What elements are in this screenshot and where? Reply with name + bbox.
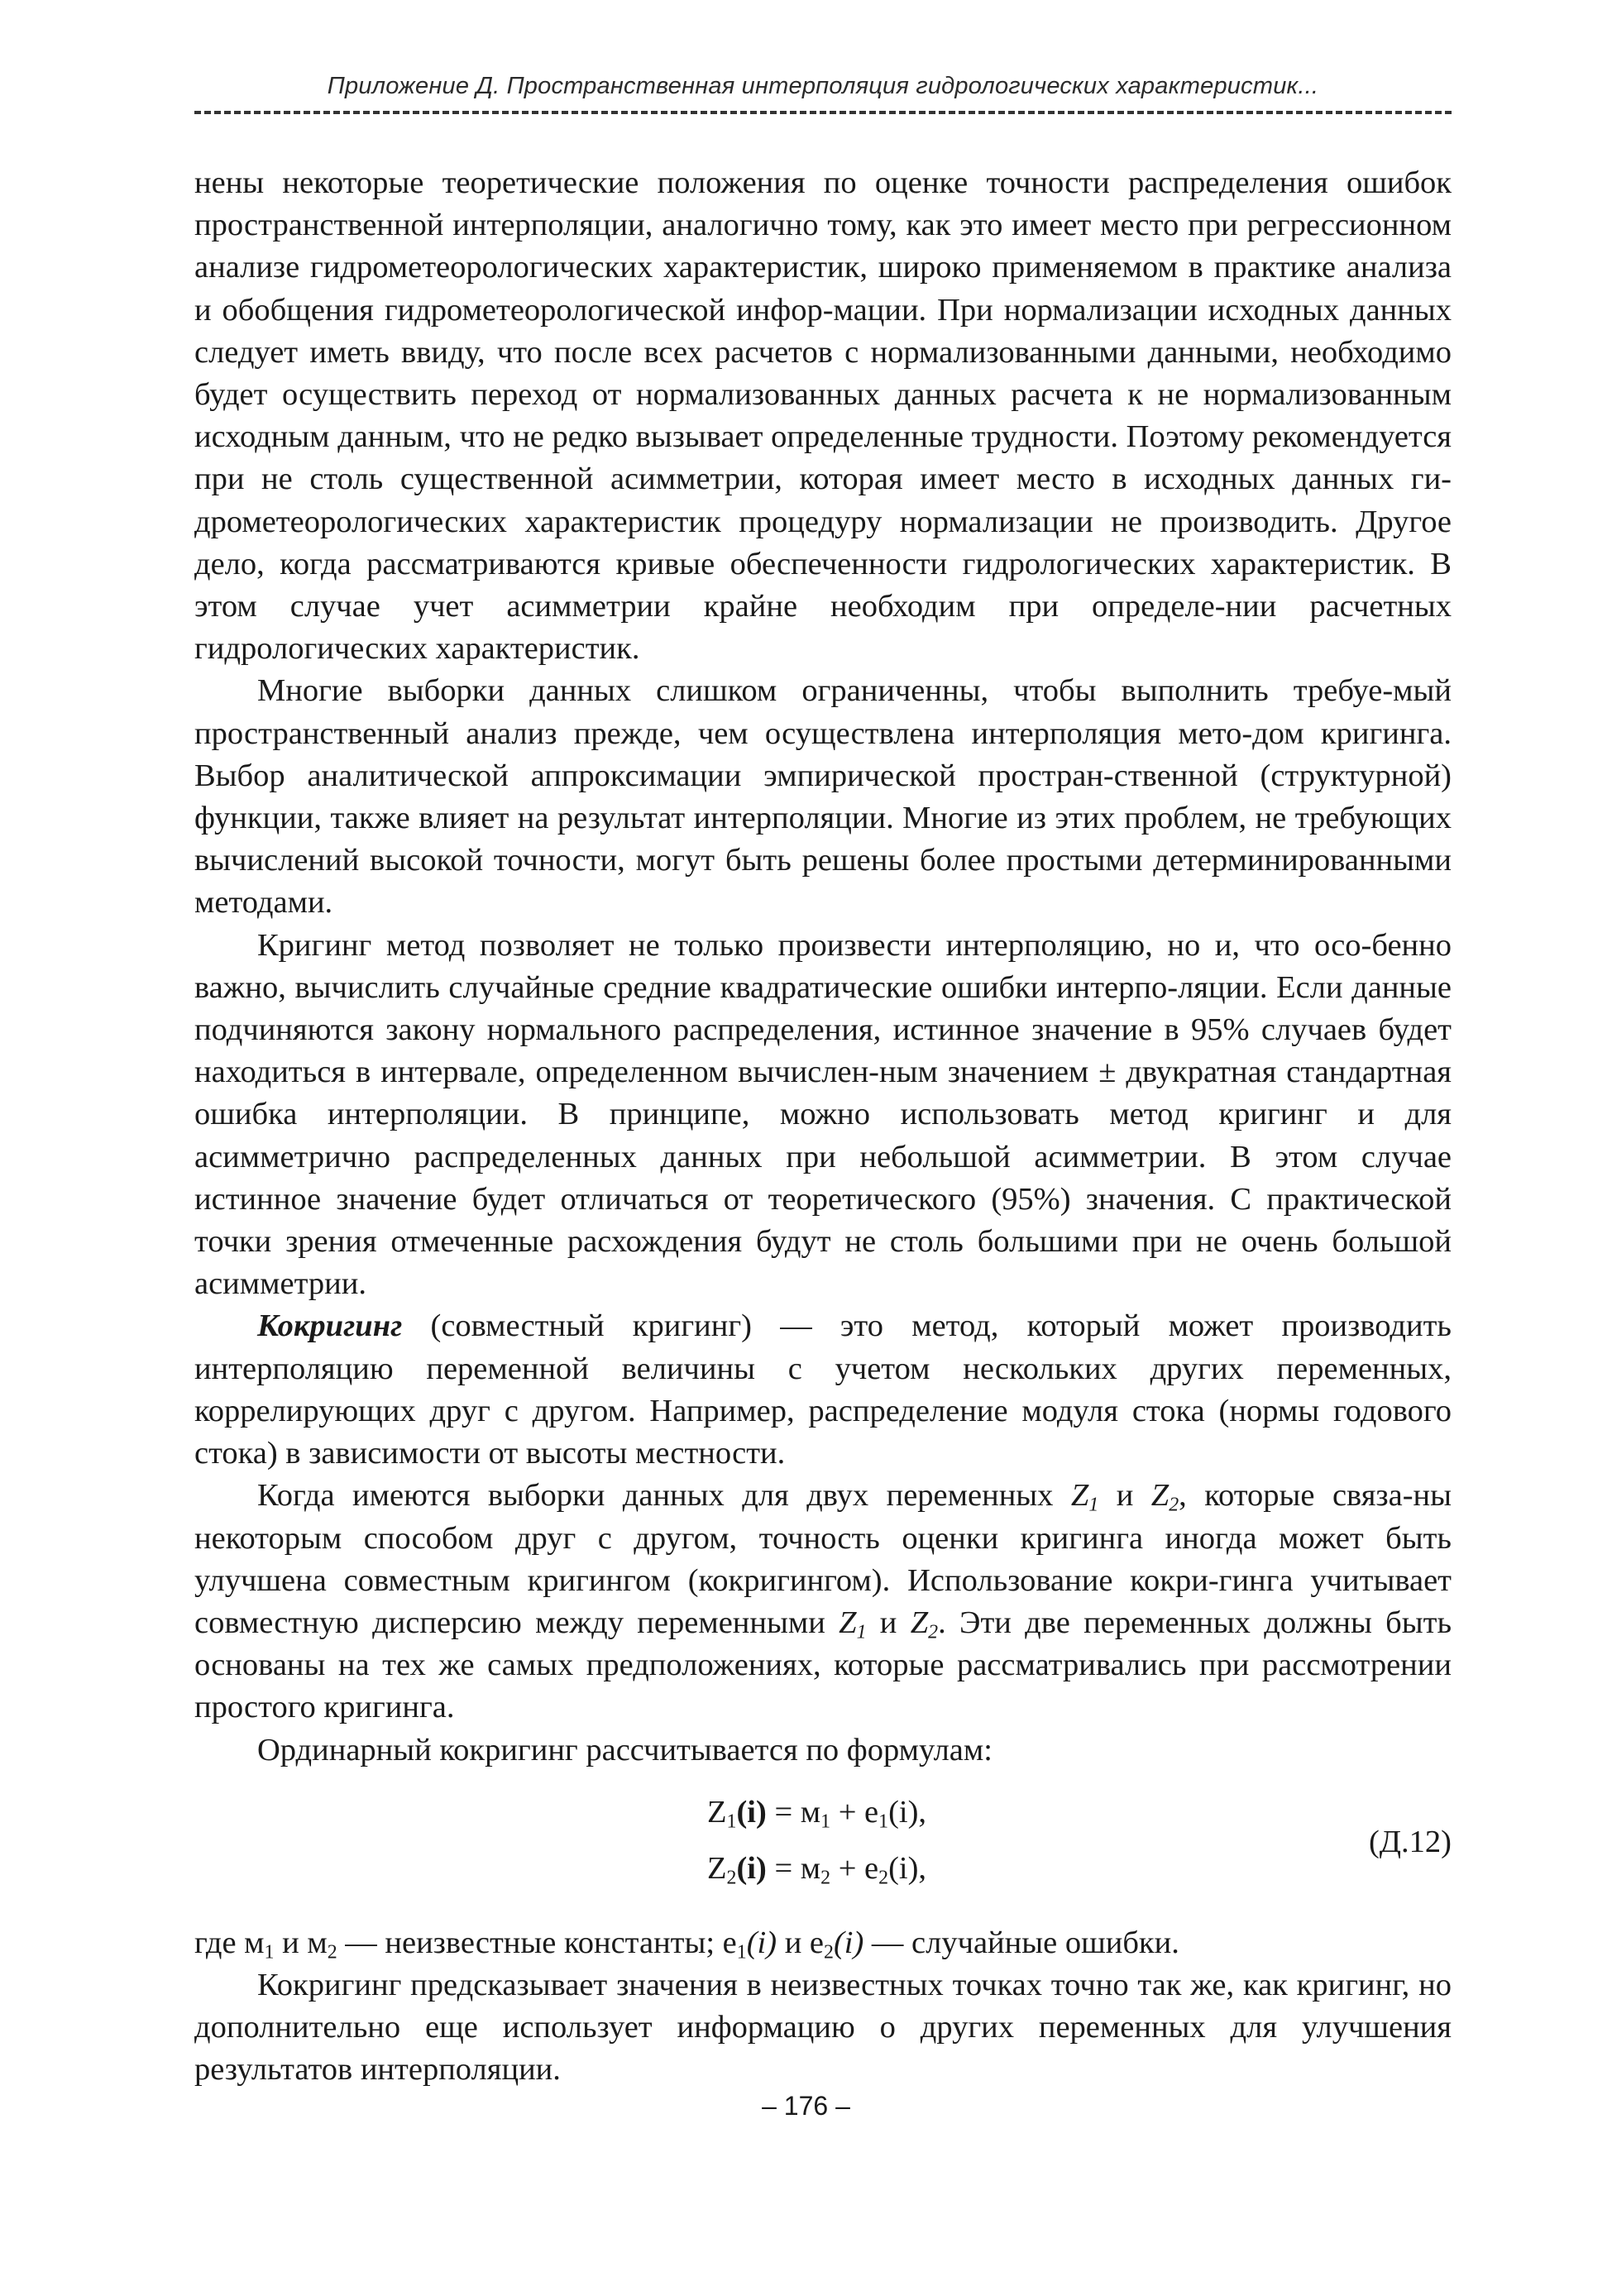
formula-line-2 bbox=[707, 1848, 926, 1890]
text-run: где м bbox=[194, 1925, 265, 1960]
subscript: 2 bbox=[928, 1621, 939, 1643]
page-number: – 176 – bbox=[762, 2091, 850, 2121]
subscript: 2 bbox=[726, 1867, 737, 1889]
formula-d12 bbox=[194, 1782, 1452, 1917]
text-run: — случайные ошибки. bbox=[863, 1925, 1179, 1960]
text-run: и bbox=[866, 1605, 911, 1640]
subscript: 1 bbox=[878, 1810, 889, 1833]
paragraph-5 bbox=[194, 1475, 1452, 1729]
formula-text: + e bbox=[830, 1794, 879, 1830]
variable-z1 bbox=[839, 1605, 867, 1643]
header-dashed-rule bbox=[194, 111, 1452, 114]
variable-z1 bbox=[1070, 1478, 1099, 1516]
subscript: 2 bbox=[824, 1941, 834, 1964]
subscript: 2 bbox=[820, 1867, 831, 1889]
formula-argument: (i) bbox=[736, 1850, 767, 1886]
text-run: — неизвестные константы; e bbox=[337, 1925, 737, 1960]
subscript: 2 bbox=[1169, 1494, 1179, 1516]
paragraph-1: нены некоторые теоретические положения по оценке точности распределения ошибок пространственной интерполяции, аналогично тому, как это имеет место при регрессионном анализе гидрометеорологических характеристик, широко применяемом в практике анализа и обобщения гидрометеорологической инфор-мации. При нормализации исходных данных следует иметь ввиду, что после всех расчетов с нормализованными данными, необходимо будет осуществить переход от нормализованных данных расчета к не нормализованным исходным данным, что не редко вызывает определенные трудности. Поэтому рекомендуется при не столь существенной асимметрии, которая имеет место в исходных данных ги-дрометеорологических характеристик процедуру нормализации не производить. Другое дело, когда рассматриваются кривые обеспеченности гидрологических характеристик. В этом случае учет асимметрии крайне необходим при определе-нии расчетных гидрологических характеристик. bbox=[194, 165, 1452, 667]
subscript: 1 bbox=[856, 1621, 867, 1643]
subscript: 2 bbox=[327, 1941, 337, 1964]
formula-text: = м bbox=[766, 1850, 821, 1886]
formula-argument: (i) bbox=[746, 1925, 777, 1960]
text-run: и bbox=[1098, 1478, 1151, 1514]
paragraph-7 bbox=[194, 1922, 1452, 1964]
text-run: и м bbox=[274, 1925, 328, 1960]
formula-symbol: Z bbox=[707, 1850, 727, 1886]
formula-line-1 bbox=[707, 1791, 926, 1834]
paragraph-3: Кригинг метод позволяет не только произвести интерполяцию, но и, что осо-бенно важно, вычислить случайные средние квадратические ошибки интерпо-ляции. Если данные подчиняются закону нормального распределения, истинное значение в 95% случаев будет находиться в интервале, определенном вычислен-ным значением ± двукратная стандартная ошибка интерполяции. В принципе, можно использовать метод кригинг и для асимметрично распределенных данных при небольшой асимметрии. В этом случае истинное значение будет отличаться от теоретического (95%) значения. С практической точки зрения отмеченные расхождения будут не столь большими при не очень большой асимметрии. bbox=[194, 927, 1452, 1302]
symbol-z: Z bbox=[910, 1605, 929, 1640]
symbol-z: Z bbox=[839, 1605, 857, 1640]
term-cokriging: Кокригинг bbox=[257, 1308, 403, 1344]
formula-text: = м bbox=[766, 1794, 821, 1830]
formula-argument: (i) bbox=[736, 1794, 767, 1830]
formula-number: (Д.12) bbox=[1368, 1824, 1452, 1859]
paragraph-cokriging-definition bbox=[194, 1305, 1452, 1475]
variable-z2 bbox=[910, 1605, 939, 1643]
subscript: 1 bbox=[736, 1941, 747, 1964]
running-header: Приложение Д. Пространственная интерполяция гидрологических характеристик... bbox=[327, 73, 1319, 99]
formula-argument: (i) bbox=[833, 1925, 864, 1960]
subscript: 2 bbox=[878, 1867, 889, 1889]
formula-argument: (i), bbox=[888, 1850, 927, 1886]
subscript: 1 bbox=[1088, 1494, 1099, 1516]
formula-symbol: Z bbox=[707, 1794, 727, 1830]
paragraph-4-text: (совместный кригинг) — это метод, который может производить интерполяцию переменной величины с учетом нескольких других переменных, коррелирующих друг с другом. Например, распределение модуля стока (нормы годового стока) в зависимости от высоты местности. bbox=[194, 1308, 1452, 1471]
text-run: Когда имеются выборки данных для двух переменных bbox=[257, 1478, 1071, 1514]
text-run: . Эти две переменных должны быть основаны на тех же самых предположениях, которые рассматривались при рассмотрении простого кригинга. bbox=[194, 1605, 1452, 1725]
symbol-z: Z bbox=[1150, 1478, 1170, 1514]
text-run: , которые связа-ны некоторым способом друг с другом, точность оценки кригинга иногда может быть улучшена совместным кригингом (кокригингом). Использование кокри-гинга учитывает совместную дисперсию между переменными bbox=[194, 1478, 1452, 1640]
formula-argument: (i), bbox=[888, 1794, 927, 1830]
variable-z2 bbox=[1150, 1478, 1179, 1516]
body-text bbox=[194, 162, 1452, 2092]
formula-text: + e bbox=[830, 1850, 879, 1886]
paragraph-6: Ординарный кокригинг рассчитывается по формулам: bbox=[257, 1732, 993, 1767]
subscript: 1 bbox=[726, 1810, 737, 1833]
paragraph-2: Многие выборки данных слишком ограниченны, чтобы выполнить требуе-мый пространственный анализ прежде, чем осуществлена интерполяция мето-дом кригинга. Выбор аналитической аппроксимации эмпирической простран-ственной (структурной) функции, также влияет на результат интерполяции. Многие из этих проблем, не требующих вычислений высокой точности, могут быть решены более простыми детерминированными методами. bbox=[194, 673, 1452, 921]
subscript: 1 bbox=[264, 1941, 275, 1964]
paragraph-8: Кокригинг предсказывает значения в неизвестных точках точно так же, как кригинг, но дополнительно еще использует информацию о других переменных для улучшения результатов интерполяции. bbox=[194, 1967, 1452, 2088]
symbol-z: Z bbox=[1070, 1478, 1089, 1514]
text-run: и e bbox=[777, 1925, 825, 1960]
subscript: 1 bbox=[820, 1810, 831, 1833]
